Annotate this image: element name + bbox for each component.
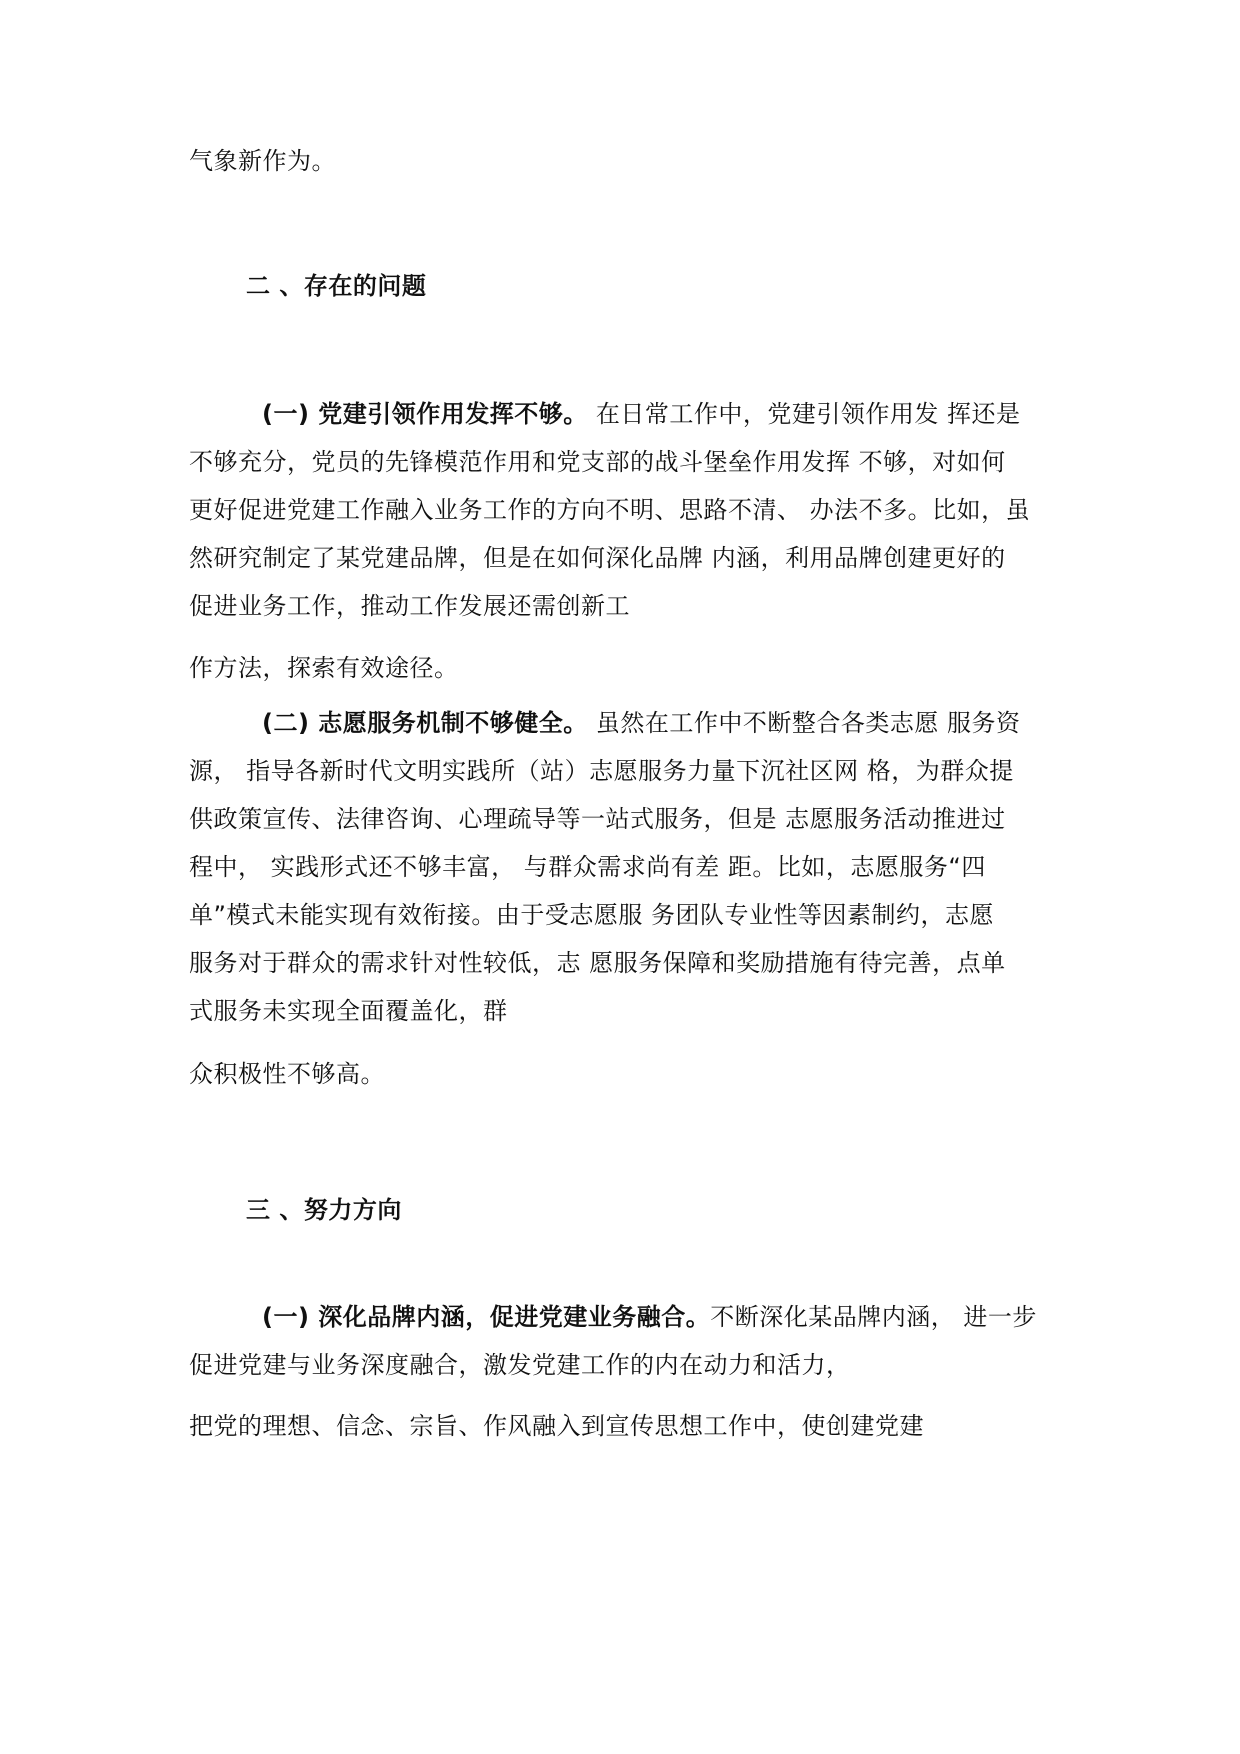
paragraph-line: [262, 397, 1021, 431]
paragraph-line: 程中， 实践形式还不够丰富， 与群众需求尚有差 距。比如，志愿服务“四: [189, 853, 986, 881]
paragraph-line: 源， 指导各新时代文明实践所（站）志愿服务力量下沉社区网 格，为群众提: [189, 757, 1014, 785]
paragraph-lead: (一) 深化品牌内涵，促进党建业务融合。: [262, 1303, 711, 1331]
paragraph-line: [262, 706, 1021, 740]
paragraph-line: 式服务未实现全面覆盖化，群: [189, 997, 508, 1025]
paragraph-lead: (二) 志愿服务机制不够健全。: [262, 709, 588, 737]
section-heading-direction: 三 、努力方向: [246, 1196, 402, 1224]
paragraph-lead: (一) 党建引领作用发挥不够。: [262, 400, 588, 428]
paragraph-text: 不断深化某品牌内涵， 进一步: [710, 1303, 1037, 1331]
text-line: 气象新作为。: [189, 147, 336, 175]
paragraph-line: 单”模式未能实现有效衔接。由于受志愿服 务团队专业性等因素制约，志愿: [189, 901, 995, 929]
paragraph-line: 不够充分，党员的先锋模范作用和党支部的战斗堡垒作用发挥 不够，对如何: [189, 448, 1006, 476]
section-heading-problems: 二 、存在的问题: [246, 272, 427, 300]
paragraph-line: 众积极性不够高。: [189, 1060, 385, 1088]
paragraph-text: 虽然在工作中不断整合各类志愿 服务资: [587, 709, 1021, 737]
paragraph-line: 作方法，探索有效途径。: [189, 654, 459, 682]
paragraph-line: 促进党建与业务深度融合，激发党建工作的内在动力和活力，: [189, 1351, 851, 1379]
paragraph-line: 促进业务工作，推动工作发展还需创新工: [189, 592, 630, 620]
paragraph-line: 更好促进党建工作融入业务工作的方向不明、思路不清、 办法不多。比如，虽: [189, 496, 1031, 524]
paragraph-line: 然研究制定了某党建品牌，但是在如何深化品牌 内涵，利用品牌创建更好的: [189, 544, 1006, 572]
paragraph-line: 服务对于群众的需求针对性较低，志 愿服务保障和奖励措施有待完善，点单: [189, 949, 1006, 977]
paragraph-line: [262, 1300, 1037, 1334]
paragraph-line: 供政策宣传、法律咨询、心理疏导等一站式服务，但是 志愿服务活动推进过: [189, 805, 1006, 833]
paragraph-line: 把党的理想、信念、宗旨、作风融入到宣传思想工作中，使创建党建: [189, 1412, 924, 1440]
paragraph-text: 在日常工作中，党建引领作用发 挥还是: [587, 400, 1021, 428]
